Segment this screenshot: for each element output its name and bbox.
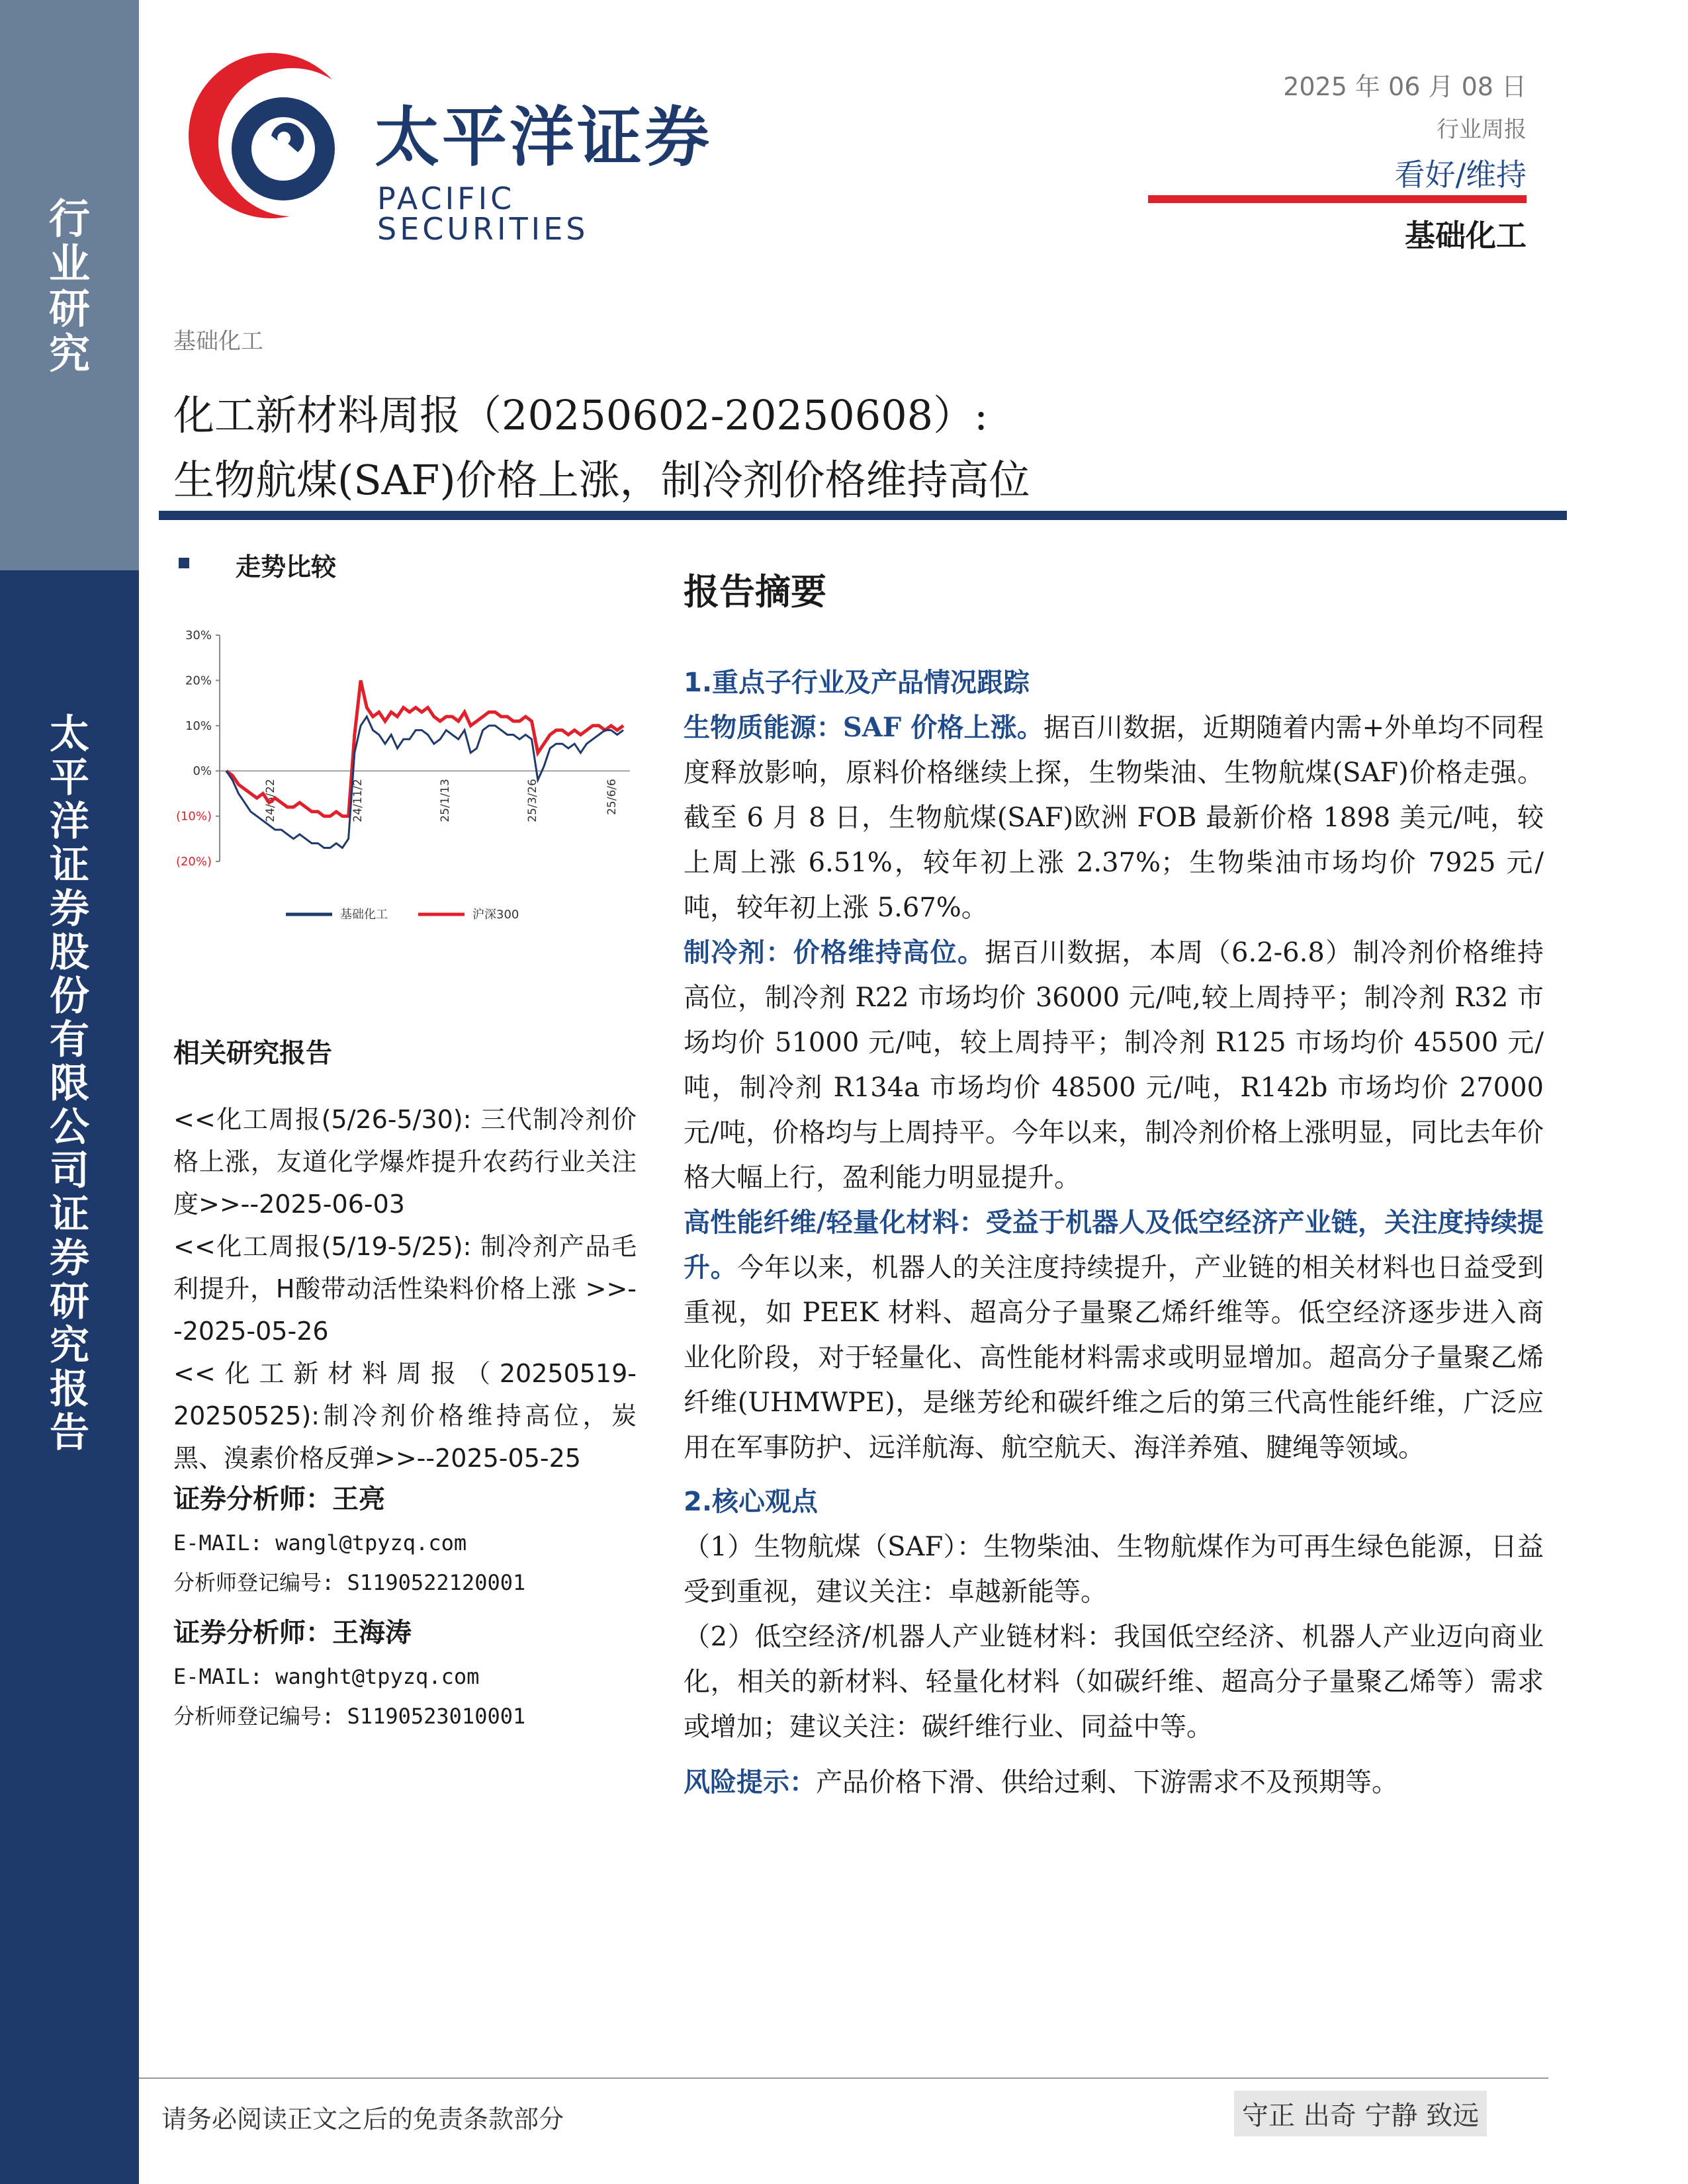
related-report-item[interactable]: <<化工周报(5/19-5/25): 制冷剂产品毛利提升，H酸带动活性染料价格上涨 >>--2025-05-26: [173, 1232, 637, 1346]
y-tick-label: (20%): [175, 855, 212, 869]
title-rule: [159, 511, 1567, 520]
sidebar-char: 公: [50, 1104, 89, 1151]
analyst-registration: 分析师登记编号: S1190523010001: [173, 1704, 526, 1729]
x-tick-label: 25/6/6: [605, 779, 619, 815]
footer-rule: [139, 2077, 1548, 2079]
related-heading: 相关研究报告: [173, 1038, 332, 1069]
sidebar-char: 份: [50, 973, 89, 1020]
sidebar-char: 洋: [50, 799, 89, 845]
analyst-name: 证券分析师：王海涛: [173, 1618, 412, 1648]
summary-heading: 报告摘要: [684, 570, 826, 613]
y-tick-label: 0%: [193, 764, 212, 779]
series-line: [226, 680, 623, 816]
trend-heading: 走势比较: [236, 552, 337, 582]
sidebar-char: 究: [50, 1323, 89, 1369]
title-line-2: 生物航煤(SAF)价格上涨，制冷剂价格维持高位: [173, 456, 1030, 504]
y-tick-label: 30%: [185, 629, 212, 642]
summary-paragraph-2: [684, 930, 1544, 1200]
p2-highlight: 制冷剂：价格维持高位。: [684, 937, 985, 968]
logo-cn-text: 太平洋证券: [375, 100, 713, 175]
view-2: （2）低空经济/机器人产业链材料：我国低空经济、机器人产业迈向商业化，相关的新材料、轻量化材料（如碳纤维、超高分子量聚乙烯等）需求或增加；建议关注：碳纤维行业、同益中等。: [684, 1622, 1544, 1742]
header-red-rule: [1148, 195, 1527, 203]
view-1: （1）生物航煤（SAF）：生物柴油、生物航煤作为可再生绿色能源，日益受到重视，建议关注：卓越新能等。: [684, 1532, 1544, 1607]
legend-label: 沪深300: [472, 908, 519, 922]
related-report-item[interactable]: <<化工新材料周报（20250519-20250525):制冷剂价格维持高位，炭黑、溴素价格反弹>>--2025-05-25: [173, 1359, 637, 1473]
analyst-registration: 分析师登记编号: S1190522120001: [173, 1570, 526, 1595]
series-line: [226, 717, 623, 848]
trend-bullet-icon: [179, 558, 189, 568]
section-2-heading: 2.核心观点: [684, 1487, 819, 1517]
sidebar-bottom-label: [0, 711, 139, 1457]
sidebar-char: 研: [50, 1279, 89, 1325]
p3-highlight: 高性能纤维/轻量化材料：受益于机器人及低空经济产业链，关注度持续提升。: [684, 1207, 1544, 1283]
report-type: 行业周报: [1437, 116, 1527, 143]
x-tick-label: 24/6/22: [264, 779, 277, 822]
sidebar-char: 有: [50, 1017, 89, 1063]
sidebar-top-label: [0, 195, 139, 378]
title-line-1: 化工新材料周报（20250602-20250608）:: [173, 391, 988, 439]
footer-motto: 守正 出奇 宁静 致远: [1234, 2091, 1487, 2136]
sidebar-char: 太: [50, 711, 89, 758]
x-tick-label: 25/3/26: [526, 779, 539, 822]
footer-disclaimer: 请务必阅读正文之后的免责条款部分: [161, 2105, 564, 2134]
p2-text: 据百川数据，本周（6.2-6.8）制冷剂价格维持高位，制冷剂 R22 市场均价 36000 元/吨,较上周持平；制冷剂 R32 市场均价 51000 元/吨，较上周持平；制冷剂 R125 市场均价 45500 元/吨，制冷剂 R134a 市场均价 48500 元/吨，R142b 市场均价 27000 元/吨，价格均与上周持平。今年以来，制冷剂价格上涨明显，同比去年价格大幅上行，盈利能力明显提升。: [684, 938, 1544, 1193]
analysts-block: [173, 1475, 637, 1736]
summary-paragraph-3: [684, 1200, 1544, 1470]
legend-label: 基础化工: [340, 908, 388, 922]
related-report-item[interactable]: <<化工周报(5/26-5/30): 三代制冷剂价格上涨，友道化学爆炸提升农药行业关注度>>--2025-06-03: [173, 1105, 637, 1219]
sidebar-char: 券: [50, 1235, 89, 1282]
sidebar-char: 告: [50, 1410, 89, 1456]
sidebar-char: 证: [50, 842, 89, 889]
logo-emblem-icon: [172, 36, 371, 235]
analyst-email[interactable]: E-MAIL: wangl@tpyzq.com: [173, 1530, 467, 1555]
section-1-heading: 1.重点子行业及产品情况跟踪: [684, 668, 1030, 698]
p3-text: 今年以来，机器人的关注度持续提升，产业链的相关材料也日益受到重视，如 PEEK 材料、超高分子量聚乙烯纤维等。低空经济逐步进入商业化阶段，对于轻量化、高性能材料需求或明显增加。超高分子量聚乙烯纤维(UHMWPE)，是继芳纶和碳纤维之后的第三代高性能纤维，广泛应用在军事防护、远洋航海、航空航天、海洋养殖、腱绳等领域。: [684, 1252, 1544, 1463]
p1-highlight: 生物质能源：SAF 价格上涨。: [684, 712, 1044, 743]
summary-body: [684, 660, 1544, 1805]
sidebar-char: 行: [48, 195, 90, 243]
sidebar-char: 股: [50, 930, 89, 976]
rating: 看好/维持: [1394, 157, 1527, 193]
sidebar-char: 报: [50, 1366, 89, 1413]
x-tick-label: 24/11/2: [351, 779, 365, 822]
analyst-name: 证券分析师：王亮: [173, 1484, 385, 1514]
x-tick-label: 25/1/13: [439, 779, 452, 822]
risk-highlight: 风险提示：: [684, 1767, 816, 1798]
category-label: 基础化工: [173, 328, 263, 355]
sidebar-char: 券: [50, 886, 89, 932]
sidebar-char: 司: [50, 1148, 89, 1194]
company-logo: [172, 36, 728, 247]
industry-label: 基础化工: [1405, 218, 1527, 253]
sidebar-char: 限: [50, 1061, 89, 1107]
related-list: [173, 1098, 637, 1479]
sidebar-char: 平: [50, 755, 89, 801]
trend-chart: [173, 615, 637, 926]
sidebar-char: 证: [50, 1192, 89, 1238]
p1-text: 据百川数据，近期随着内需+外单均不同程度释放影响，原料价格继续上探，生物柴油、生物航煤(SAF)价格走强。截至 6 月 8 日，生物航煤(SAF)欧洲 FOB 最新价格 1898 美元/吨，较上周上涨 6.51%，较年初上涨 2.37%；生物柴油市场均价 7925 元/吨，较年初上涨 5.67%。: [684, 713, 1544, 923]
sidebar-char: 究: [48, 329, 90, 378]
y-tick-label: 20%: [185, 674, 212, 688]
report-date: 2025 年 06 月 08 日: [1283, 72, 1527, 101]
y-tick-label: 10%: [185, 719, 212, 733]
sidebar-char: 业: [48, 240, 90, 288]
risk-paragraph: [684, 1760, 1544, 1805]
y-tick-label: (10%): [175, 809, 212, 824]
sidebar-char: 研: [48, 284, 90, 333]
risk-text: 产品价格下滑、供给过剩、下游需求不及预期等。: [816, 1767, 1398, 1798]
logo-en-text: PACIFIC SECURITIES: [377, 181, 589, 247]
analyst-email[interactable]: E-MAIL: wanght@tpyzq.com: [173, 1664, 480, 1689]
summary-paragraph-1: [684, 705, 1544, 930]
